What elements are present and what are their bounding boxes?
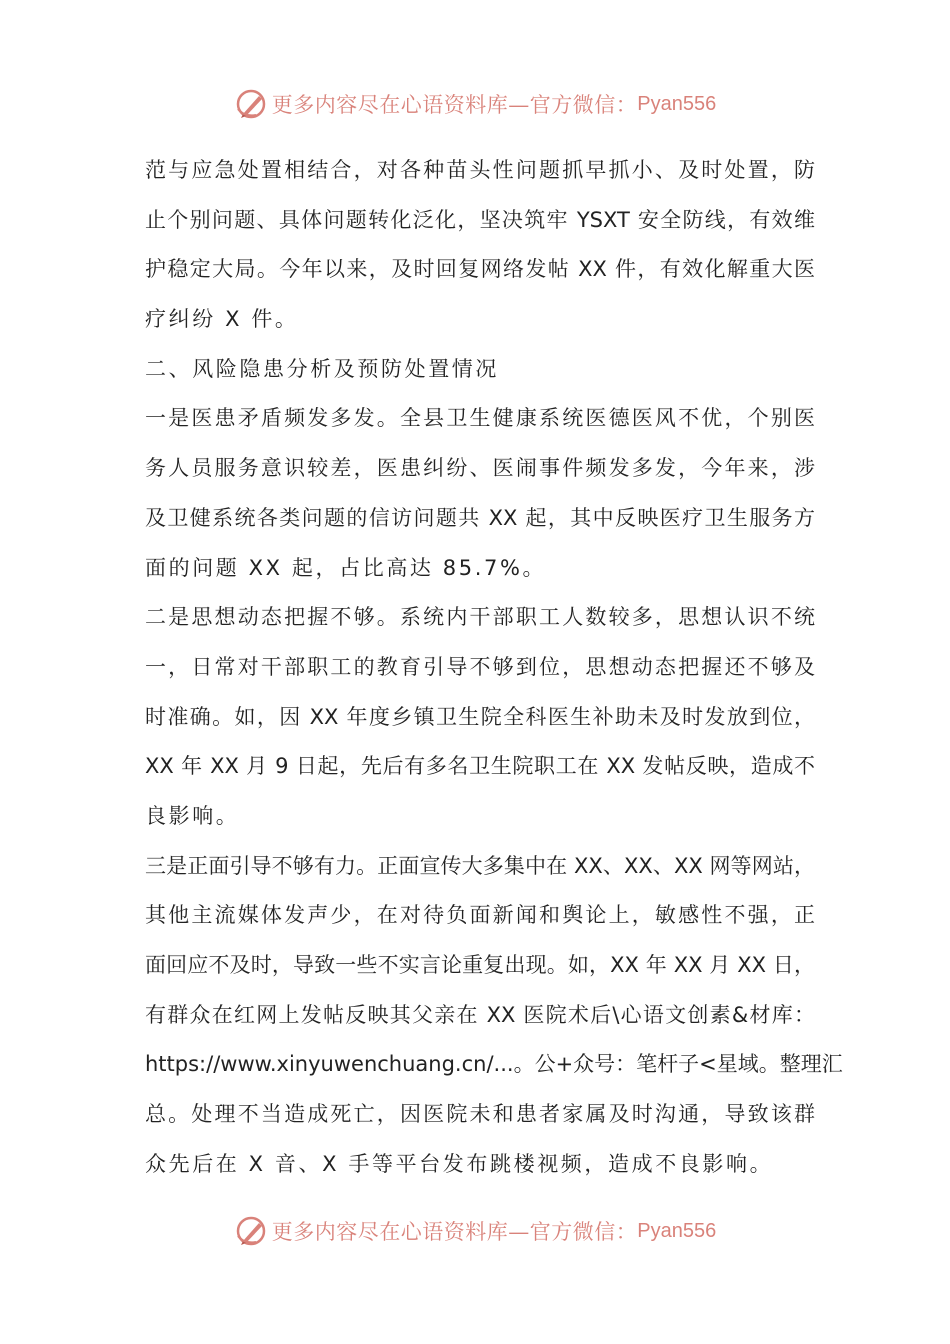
- text-line: 良影响。: [145, 803, 240, 828]
- text-line: 时准确。如，因 XX 年度乡镇卫生院全科医生补助未及时发放到位，: [145, 704, 815, 729]
- pen-logo-icon: [234, 1214, 268, 1248]
- section-heading: 二、风险隐患分析及预防处置情况: [145, 356, 499, 381]
- text-line: 面的问题 XX 起，占比高达 85.7%。: [145, 555, 547, 580]
- footer-banner: [0, 1211, 950, 1251]
- footer-site-text: 更多内容尽在心语资料库—官方微信：: [271, 1220, 638, 1244]
- pen-logo-icon: [234, 87, 268, 121]
- text-line: 三是正面引导不够有力。正面宣传大多集中在 XX、XX、XX 网等网站，: [145, 853, 815, 878]
- text-line: 疗纠纷 X 件。: [145, 307, 299, 332]
- text-line: 其他主流媒体发声少，在对待负面新闻和舆论上，敏感性不强，正: [145, 903, 815, 928]
- text-line: 一，日常对干部职工的教育引导不够到位，思想动态把握还不够及: [145, 654, 815, 679]
- text-line: 众先后在 X 音、X 手等平台发布跳楼视频，造成不良影响。: [145, 1151, 774, 1176]
- header-wechat-id: Pyan556: [637, 92, 717, 115]
- text-line: 护稳定大局。今年以来，及时回复网络发帖 XX 件，有效化解重大医: [145, 257, 815, 282]
- text-line: 一是医患矛盾频发多发。全县卫生健康系统医德医风不优，个别医: [145, 406, 815, 431]
- text-line: 总。处理不当造成死亡，因医院未和患者家属及时沟通，导致该群: [145, 1102, 815, 1127]
- text-line: 面回应不及时，导致一些不实言论重复出现。如，XX 年 XX 月 XX 日，: [145, 953, 815, 977]
- text-line: 二是思想动态把握不够。系统内干部职工人数较多，思想认识不统: [145, 605, 815, 630]
- header-banner: [0, 84, 950, 124]
- text-line: 范与应急处置相结合，对各种苗头性问题抓早抓小、及时处置，防: [145, 158, 815, 182]
- footer-wechat-id: Pyan556: [637, 1219, 717, 1242]
- text-line: 及卫健系统各类问题的信访问题共 XX 起，其中反映医疗卫生服务方: [145, 505, 815, 530]
- text-line: XX 年 XX 月 9 日起，先后有多名卫生院职工在 XX 发帖反映，造成不: [145, 754, 815, 779]
- text-line: 有群众在红网上发帖反映其父亲在 XX 医院术后\心语文创素&材库：: [145, 1002, 815, 1027]
- text-line: 务人员服务意识较差，医患纠纷、医闹事件频发多发，今年来，涉: [145, 456, 815, 481]
- header-site-text: 更多内容尽在心语资料库—官方微信：: [271, 93, 638, 117]
- text-line: 止个别问题、具体问题转化泛化，坚决筑牢 YSXT 安全防线，有效维: [145, 207, 815, 232]
- document-body: [145, 150, 843, 1193]
- text-line: https://www.xinyuwenchuang.cn/...。公+众号：笔杆子<星域。整理汇: [145, 1052, 843, 1077]
